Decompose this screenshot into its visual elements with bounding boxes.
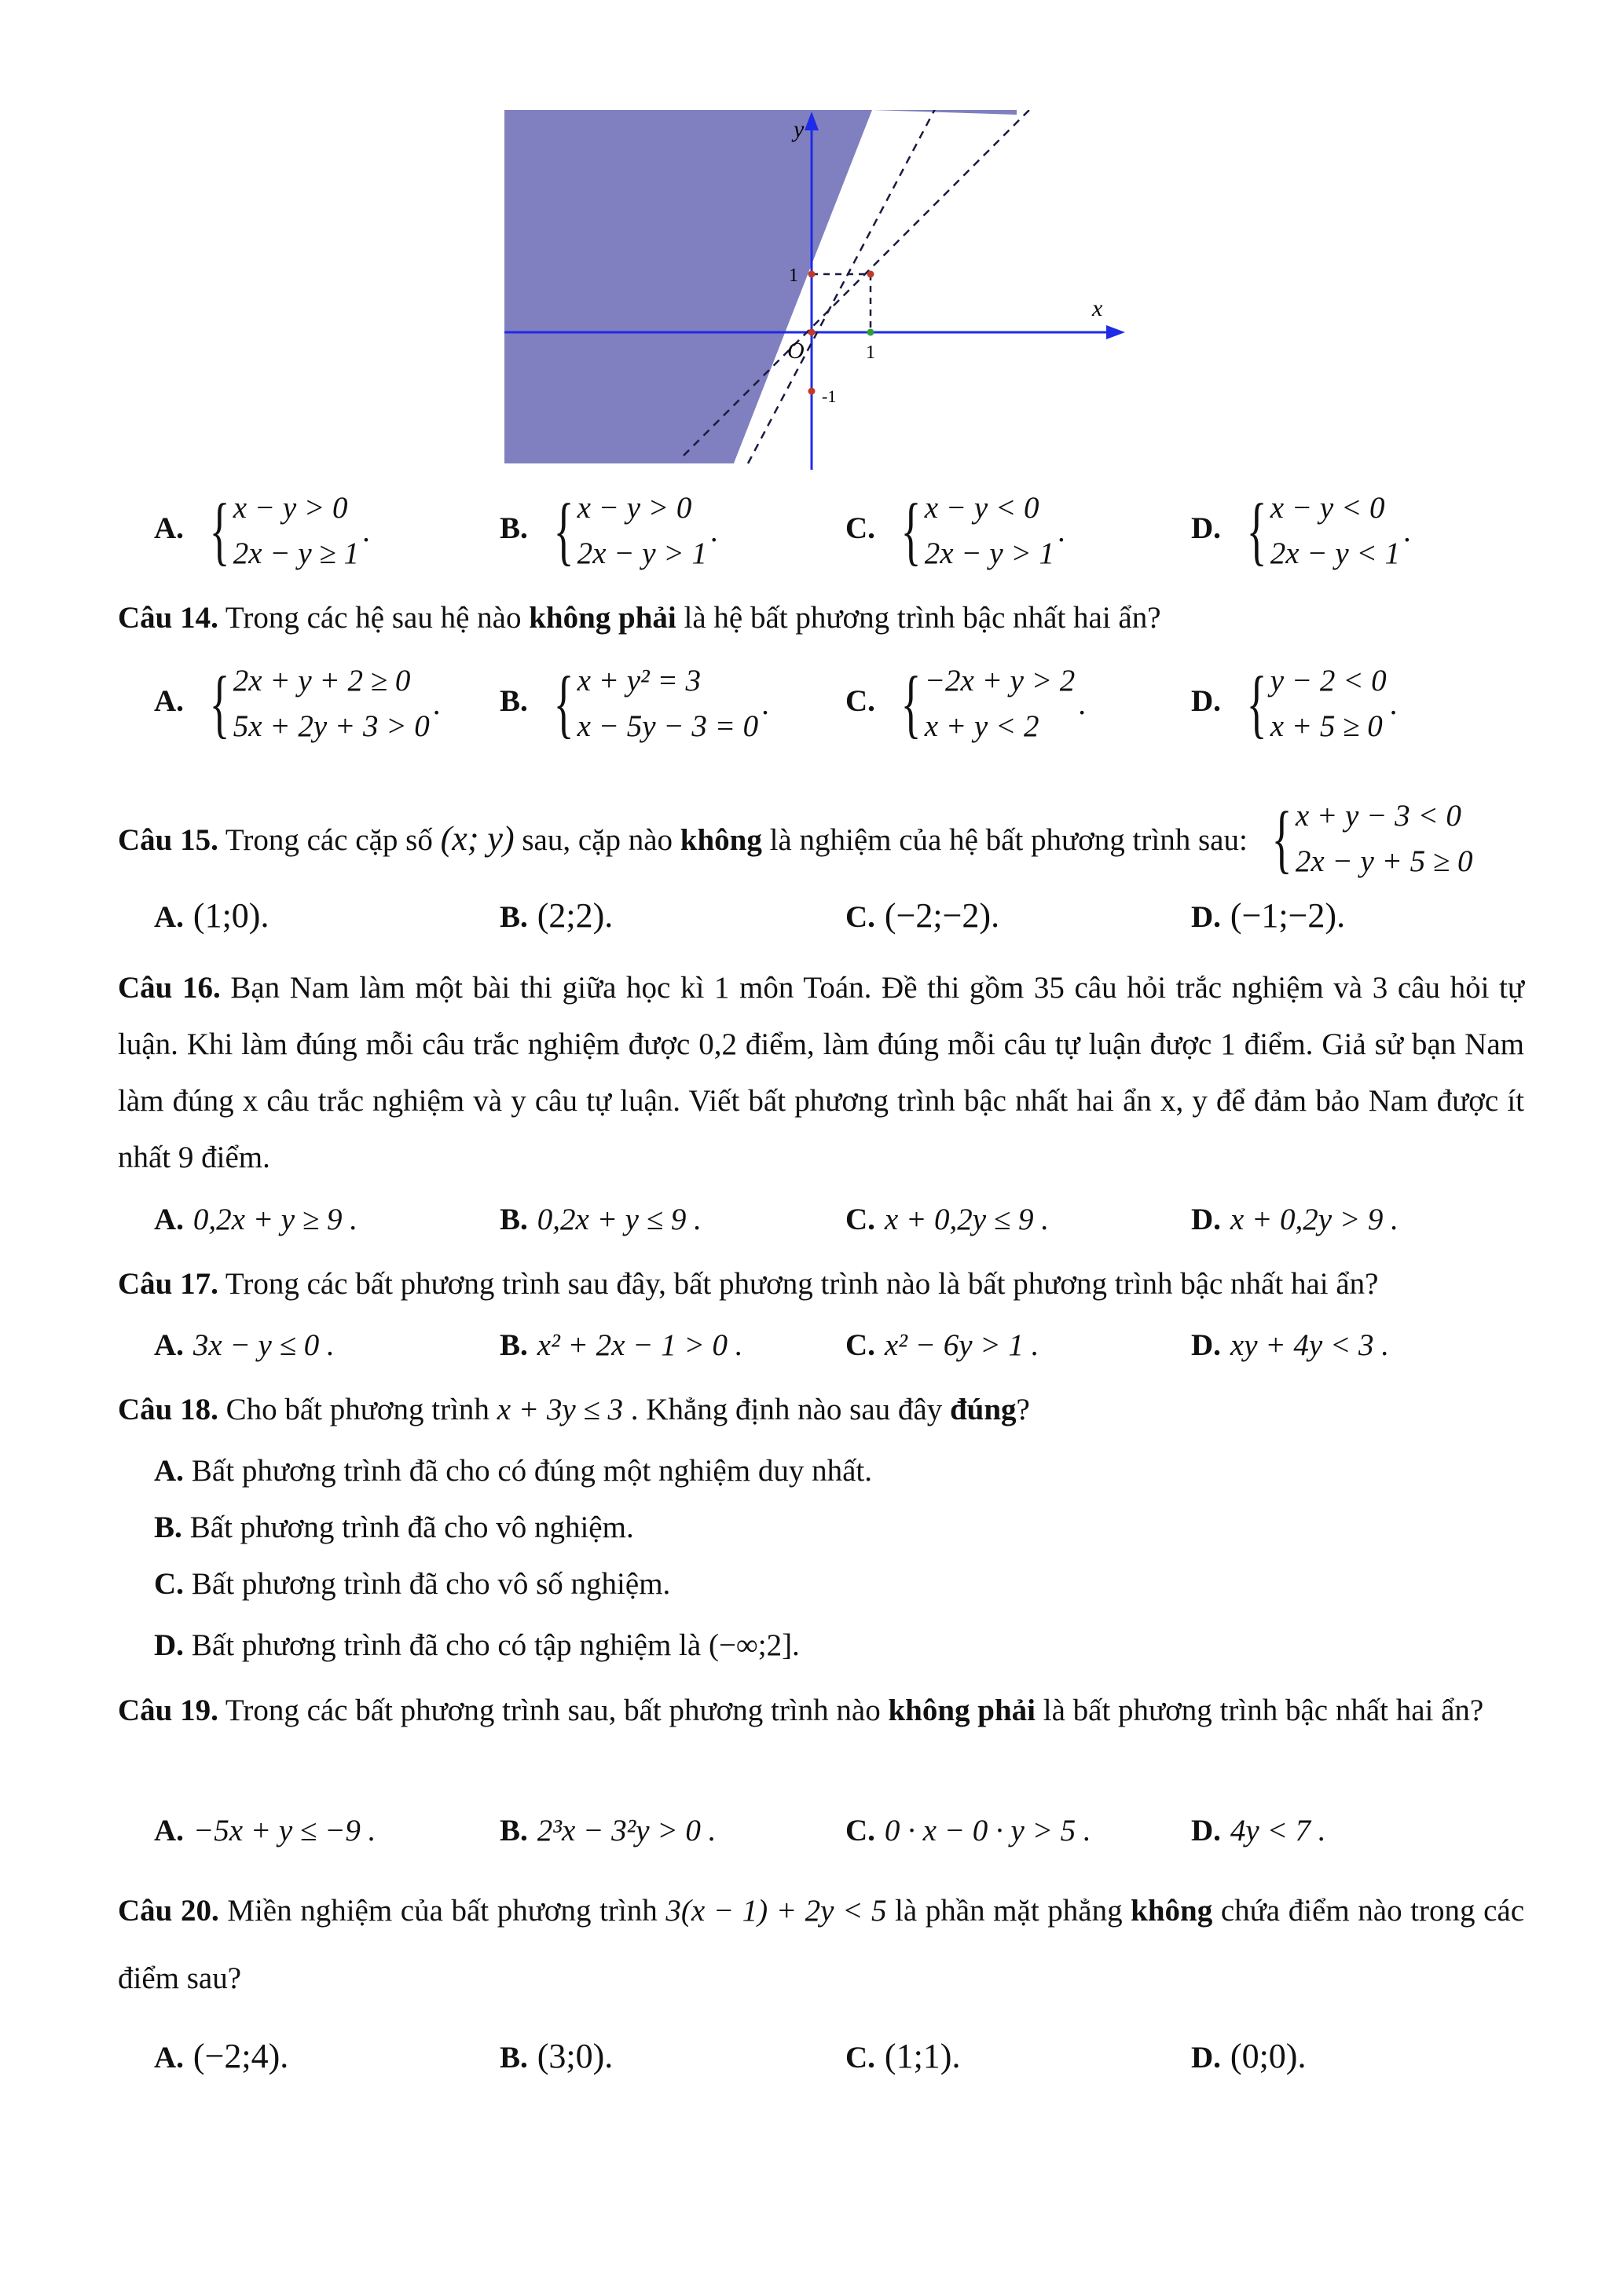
q18-option-d[interactable] <box>154 1628 800 1663</box>
q15-stem <box>118 793 1473 884</box>
q17-option-c[interactable] <box>845 1327 1039 1363</box>
q19-option-b[interactable] <box>500 1813 716 1848</box>
option-label: B. <box>500 683 528 718</box>
stem-math: x + 3y ≤ 3 <box>497 1393 624 1426</box>
tick-label-y-1: 1 <box>789 265 798 286</box>
question-number: Câu 18. <box>118 1393 218 1426</box>
q20-option-b[interactable] <box>500 2036 613 2076</box>
question-number: Câu 19. <box>118 1694 218 1727</box>
eq-line-1: 2x + y + 2 ≥ 0 <box>233 664 411 698</box>
option-text: Bất phương trình đã cho có tập nghiệm là (−∞;2]. <box>191 1628 800 1662</box>
stem-text: Cho bất phương trình <box>218 1393 497 1426</box>
option-text: x + 0,2y > 9 . <box>1230 1203 1399 1236</box>
question-number: Câu 15. <box>118 823 218 858</box>
stem-text: ? <box>1016 1393 1030 1426</box>
option-label: C. <box>154 1567 184 1601</box>
option-label: B. <box>500 1203 528 1236</box>
option-text: x² + 2x − 1 > 0 . <box>537 1328 743 1362</box>
option-label: D. <box>1191 900 1221 934</box>
option-text: 2³x − 3²y > 0 . <box>537 1814 717 1847</box>
stem-math: 3(x − 1) + 2y < 5 <box>665 1894 887 1928</box>
stem-text: sau, cặp nào <box>514 823 680 858</box>
q19-option-c[interactable] <box>845 1813 1091 1848</box>
x-axis-label: x <box>1092 295 1103 321</box>
stem-emphasis: không <box>1131 1894 1213 1928</box>
option-label: C. <box>845 1328 875 1362</box>
tail: . <box>432 687 441 721</box>
option-text: (1;1). <box>884 2037 961 2075</box>
option-label: A. <box>154 2041 184 2074</box>
q17-stem <box>118 1265 1378 1305</box>
option-text: (2;2). <box>537 896 614 935</box>
question-number: Câu 14. <box>118 601 218 635</box>
option-label: A. <box>154 1203 184 1236</box>
option-label: B. <box>154 1511 182 1544</box>
tail: . <box>1389 687 1398 721</box>
question-number: Câu 20. <box>118 1894 219 1928</box>
eq-line-1: −2x + y > 2 <box>924 664 1076 698</box>
q20-option-d[interactable] <box>1191 2036 1306 2076</box>
q15-option-a[interactable] <box>154 895 269 936</box>
stem-text: . Khẳng định nào sau đây <box>623 1393 950 1426</box>
q19-option-d[interactable] <box>1191 1813 1326 1848</box>
system: { x − y > 0 2x − y > 1 . <box>545 485 718 577</box>
option-label: D. <box>154 1628 184 1662</box>
stem-text: Trong các bất phương trình sau đây, bất phương trình nào là bất phương trình bậc nhất hai ẩn? <box>218 1267 1379 1301</box>
q16-option-d[interactable] <box>1191 1202 1399 1237</box>
eq-line-1: y − 2 < 0 <box>1270 664 1387 698</box>
option-label: D. <box>1191 683 1221 718</box>
eq-line-1: x − y < 0 <box>924 491 1039 525</box>
option-label: C. <box>845 1814 875 1847</box>
q14-stem <box>118 599 1161 639</box>
eq-line-1: x − y < 0 <box>1270 491 1385 525</box>
q18-option-c[interactable] <box>154 1566 670 1602</box>
point-0-minus1 <box>808 388 816 395</box>
option-text: 0,2x + y ≤ 9 . <box>537 1203 702 1236</box>
option-text: −5x + y ≤ −9 . <box>192 1814 376 1847</box>
point-0-1 <box>808 271 816 278</box>
tail: . <box>761 687 769 721</box>
option-label: D. <box>1191 1203 1221 1236</box>
eq-line-2: 2x − y < 1 <box>1270 536 1400 570</box>
q13-option-b[interactable] <box>500 485 718 577</box>
q16-stem <box>118 960 1524 1186</box>
point-origin <box>808 329 816 336</box>
tail: . <box>1402 514 1411 548</box>
option-label: A. <box>154 511 184 545</box>
y-axis-label: y <box>794 116 805 142</box>
eq-line-2: x − 5y − 3 = 0 <box>577 709 759 743</box>
stem-text: Trong các cặp số <box>218 823 441 858</box>
q13-option-c[interactable] <box>845 485 1065 577</box>
option-label: C. <box>845 1203 875 1236</box>
stem-text: là phần mặt phẳng <box>886 1894 1131 1928</box>
q15-system: { x + y − 3 < 0 2x − y + 5 ≥ 0 <box>1263 793 1473 884</box>
q16-option-c[interactable] <box>845 1202 1049 1237</box>
q16-option-a[interactable] <box>154 1202 357 1237</box>
stem-text: Trong các hệ sau hệ nào <box>218 601 530 635</box>
stem-emphasis: không phải <box>529 601 676 635</box>
solution-region-graph <box>471 110 1147 471</box>
question-number: Câu 16. <box>118 971 221 1005</box>
q18-option-b[interactable] <box>154 1510 634 1545</box>
option-text: 0 · x − 0 · y > 5 . <box>884 1814 1091 1847</box>
option-label: D. <box>1191 1328 1221 1362</box>
q17-option-d[interactable] <box>1191 1327 1389 1363</box>
option-label: C. <box>845 683 875 718</box>
option-text: Bất phương trình đã cho vô nghiệm. <box>189 1511 634 1544</box>
option-label: B. <box>500 900 528 934</box>
system: { x − y < 0 2x − y < 1 . <box>1238 485 1411 577</box>
option-label: A. <box>154 1454 184 1488</box>
tail: . <box>1078 687 1087 721</box>
q13-option-a[interactable] <box>154 485 370 577</box>
stem-text: Bạn Nam làm một bài thi giữa học kì 1 môn Toán. Đề thi gồm 35 câu hỏi trắc nghiệm và 3 câu hỏi tự luận. Khi làm đúng mỗi câu trắc nghiệm được 0,2 điểm, làm đúng mỗi câu tự luận được 1 điểm. Giả sử bạn Nam làm đúng x câu trắc nghiệm và y câu tự luận. Viết bất phương trình bậc nhất hai ẩn x, y để đảm bảo Nam được ít nhất 9 điểm. <box>118 971 1524 1174</box>
eq-line-2: 2x − y > 1 <box>924 536 1054 570</box>
eq-line-2: 2x − y > 1 <box>577 536 707 570</box>
option-text: xy + 4y < 3 . <box>1230 1328 1389 1362</box>
point-1-0 <box>867 329 874 336</box>
system: { x − y > 0 2x − y ≥ 1 . <box>201 485 370 577</box>
option-label: A. <box>154 683 184 718</box>
option-label: B. <box>500 1814 528 1847</box>
q20-stem <box>118 1877 1524 2012</box>
tick-label-x-1: 1 <box>866 342 875 363</box>
q19-stem <box>118 1683 1524 1739</box>
q14-option-b[interactable] <box>500 658 769 749</box>
eq-line-1: x − y > 0 <box>233 491 348 525</box>
option-text: x² − 6y > 1 . <box>884 1328 1039 1362</box>
q14-option-c[interactable] <box>845 658 1086 749</box>
eq-line-2: x + y < 2 <box>924 709 1039 743</box>
eq-line-1: x + y² = 3 <box>577 664 702 698</box>
system: { −2x + y > 2 x + y < 2 . <box>893 658 1086 749</box>
option-label: B. <box>500 2041 528 2074</box>
option-label: A. <box>154 1328 184 1362</box>
point-1-1 <box>867 271 874 278</box>
eq-line-2: 2x − y + 5 ≥ 0 <box>1295 844 1473 878</box>
option-label: B. <box>500 511 528 545</box>
q14-option-d[interactable] <box>1191 658 1397 749</box>
tail: . <box>362 514 370 548</box>
q20-option-c[interactable] <box>845 2036 960 2076</box>
stem-text: Miền nghiệm của bất phương trình <box>218 1894 666 1928</box>
option-text: (1;0). <box>192 896 269 935</box>
option-label: A. <box>154 1814 184 1847</box>
option-label: D. <box>1191 1814 1221 1847</box>
option-label: B. <box>500 1328 528 1362</box>
option-text: Bất phương trình đã cho vô số nghiệm. <box>191 1567 671 1601</box>
option-label: D. <box>1191 2041 1221 2074</box>
option-text: (0;0). <box>1230 2037 1307 2075</box>
option-text: 4y < 7 . <box>1230 1814 1326 1847</box>
q16-option-b[interactable] <box>500 1202 702 1237</box>
tail: . <box>1057 514 1065 548</box>
eq-line-1: x + y − 3 < 0 <box>1295 799 1461 833</box>
option-text: (−2;4). <box>192 2037 289 2075</box>
option-text: (−2;−2). <box>884 896 1000 935</box>
eq-line-2: 5x + 2y + 3 > 0 <box>233 709 430 743</box>
eq-line-2: x + 5 ≥ 0 <box>1270 709 1383 743</box>
stem-emphasis: không <box>680 823 762 858</box>
system: { 2x + y + 2 ≥ 0 5x + 2y + 3 > 0 . <box>201 658 441 749</box>
q18-stem <box>118 1390 1030 1430</box>
option-text: (3;0). <box>537 2037 614 2075</box>
shaded-region <box>504 110 1017 471</box>
stem-text: chứa điểm nào trong các điểm sau? <box>118 1894 1525 1995</box>
option-text: 3x − y ≤ 0 . <box>192 1328 335 1362</box>
system: { y − 2 < 0 x + 5 ≥ 0 . <box>1238 658 1398 749</box>
stem-text: là hệ bất phương trình bậc nhất hai ẩn? <box>676 601 1161 635</box>
origin-label: O <box>787 338 805 364</box>
question-number: Câu 17. <box>118 1267 218 1301</box>
eq-line-1: x − y > 0 <box>577 491 692 525</box>
stem-text: là bất phương trình bậc nhất hai ẩn? <box>1036 1694 1484 1727</box>
eq-line-2: 2x − y ≥ 1 <box>233 536 360 570</box>
q15-option-c[interactable] <box>845 895 999 936</box>
system: { x + y² = 3 x − 5y − 3 = 0 . <box>545 658 769 749</box>
option-text: Bất phương trình đã cho có đúng một nghiệm duy nhất. <box>191 1454 872 1488</box>
option-label: C. <box>845 900 875 934</box>
stem-emphasis: đúng <box>949 1393 1017 1426</box>
q13-option-d[interactable] <box>1191 485 1411 577</box>
option-label: C. <box>845 511 875 545</box>
stem-text: Trong các bất phương trình sau, bất phương trình nào <box>218 1694 889 1727</box>
option-text: (−1;−2). <box>1230 896 1346 935</box>
x-axis-arrow <box>1106 325 1125 339</box>
option-label: A. <box>154 900 184 934</box>
option-text: x + 0,2y ≤ 9 . <box>884 1203 1050 1236</box>
tail: . <box>709 514 718 548</box>
q18-option-a[interactable] <box>154 1453 872 1489</box>
q15-option-b[interactable] <box>500 895 613 936</box>
option-text: 0,2x + y ≥ 9 . <box>192 1203 358 1236</box>
option-label: C. <box>845 2041 875 2074</box>
stem-text: là nghiệm của hệ bất phương trình sau: <box>761 823 1248 858</box>
q15-option-d[interactable] <box>1191 895 1345 936</box>
system: { x − y < 0 2x − y > 1 . <box>893 485 1065 577</box>
q14-option-a[interactable] <box>154 658 441 749</box>
q17-option-b[interactable] <box>500 1327 743 1363</box>
option-label: D. <box>1191 511 1221 545</box>
tick-label-y-minus1: -1 <box>822 386 837 406</box>
q19-option-a[interactable] <box>154 1813 376 1848</box>
q17-option-a[interactable] <box>154 1327 335 1363</box>
q20-option-a[interactable] <box>154 2036 288 2076</box>
stem-emphasis: không phải <box>888 1694 1036 1727</box>
stem-math: (x; y) <box>440 819 515 859</box>
